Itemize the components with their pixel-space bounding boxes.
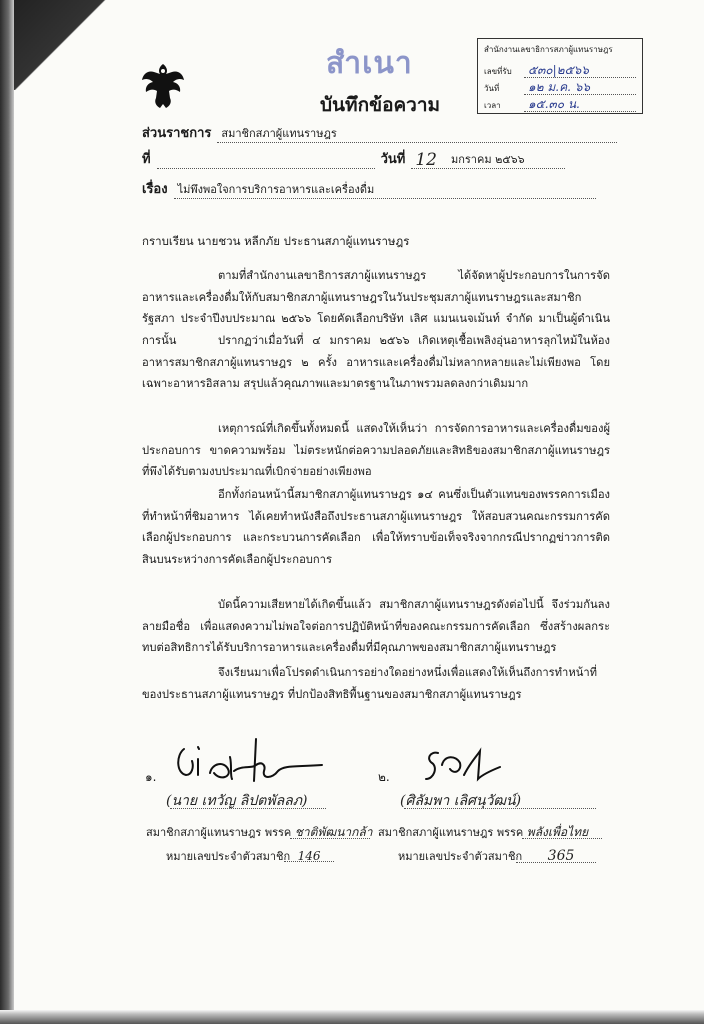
date-value bbox=[411, 150, 565, 169]
paragraph-text: ปรากฏว่าเมื่อวันที่ ๔ มกราคม ๒๕๖๖ เกิดเหตุเชื้อเพลิงอุ่นอาหารลุกไหม้ในห้องอาหารสมาชิกสภาผู้แทนราษฎร ๒ ครั้ง อาหารและเครื่องดื่มไม่หลากหลายและไม่เพียงพอ โดยเฉพาะอาหารอิสลาม สรุปแล้วคุณภาพและมาตรฐานในภาพรวมลดลงกว่าเดิมมาก bbox=[142, 334, 610, 391]
receive-date-value: ๑๒ ม.ค. ๖๖ bbox=[524, 80, 636, 95]
body-paragraph bbox=[142, 662, 610, 705]
paragraph-text: ตามที่สำนักงานเลขาธิการสภาผู้แทนราษฎร ได้จัดหาผู้ประกอบการในการจัดอาหารและเครื่องดื่มให้กับสมาชิกสภาผู้แทนราษฎรในวันประชุมสภาผู้แทนราษฎรและสมาชิกรัฐสภา ประจำปีงบประมาณ ๒๕๖๖ โดยคัดเลือกบริษัท เลิศ แมนเนจเม้นท์ จำกัด มาเป็นผู้ดำเนินการนั้น bbox=[142, 269, 610, 348]
signature-1-member-line bbox=[284, 861, 334, 862]
subject-value: ไม่พึงพอใจการบริการอาหารและเครื่องดื่ม bbox=[174, 180, 596, 199]
signature-1-member-value: 146 bbox=[297, 849, 321, 863]
signature-2-name: (ศิลัมพา เลิศนุวัฒน์) bbox=[400, 793, 522, 809]
paragraph-text: เหตุการณ์ที่เกิดขึ้นทั้งหมดนี้ แสดงให้เห็นว่า การจัดการอาหารและเครื่องดื่มของผู้ประกอบการ ขาดความพร้อม ไม่ตระหนักต่อความปลอดภัยและสิทธิของสมาชิกสภาผู้แทนราษฎร ที่พึงได้รับตามงบประมาณที่เบิกจ่ายอย่างเพียงพอ bbox=[142, 422, 610, 479]
receive-stamp-box bbox=[477, 38, 643, 114]
signature-2-name-line bbox=[404, 808, 596, 809]
body-paragraph bbox=[142, 330, 610, 395]
signature-2-member-label: หมายเลขประจำตัวสมาชิก bbox=[398, 850, 523, 863]
paragraph-text: จึงเรียนมาเพื่อโปรดดำเนินการอย่างใดอย่างหนึ่งเพื่อแสดงให้เห็นถึงการทำหน้าที่ของประธานสภาผู้แทนราษฎร ที่ปกป้องสิทธิพื้นฐานของสมาชิกสภาผู้แทนราษฎร bbox=[142, 666, 597, 701]
signature-2-party-line bbox=[522, 838, 602, 839]
signature-2-member-line bbox=[516, 862, 596, 863]
receive-time-value: ๑๕.๓๐ น. bbox=[524, 97, 636, 112]
signature-1-party-value: ชาติพัฒนากล้า bbox=[294, 825, 373, 839]
department-value: สมาชิกสภาผู้แทนราษฎร bbox=[217, 124, 617, 143]
subject-label: เรื่อง bbox=[142, 182, 168, 197]
signature-1-name-line bbox=[170, 808, 326, 809]
signature-2-member-value: 365 bbox=[547, 848, 575, 864]
salutation: กราบเรียน นายชวน หลีกภัย ประธานสภาผู้แทนราษฎร bbox=[142, 234, 410, 248]
signature-1-party-line bbox=[290, 838, 370, 839]
department-row bbox=[142, 122, 617, 143]
receive-time-label: เวลา bbox=[484, 101, 501, 110]
signature-2-number: ๒. bbox=[378, 770, 390, 784]
receive-no-row bbox=[484, 61, 636, 78]
receive-no-value: ๕๓๐|๒๕๖๖ bbox=[524, 63, 636, 78]
signature-1-name: (นาย เทวัญ ลิปตพัลลภ) bbox=[166, 793, 308, 809]
receive-office: สำนักงานเลขาธิการสภาผู้แทนราษฎร bbox=[484, 45, 613, 54]
signature-2-party-row bbox=[378, 823, 588, 842]
date-month-year: มกราคม ๒๕๖๖ bbox=[450, 153, 525, 166]
receive-date-row bbox=[484, 78, 636, 95]
scan-corner-shadow bbox=[14, 0, 124, 90]
garuda-emblem-icon bbox=[140, 62, 186, 110]
signature-1-number: ๑. bbox=[145, 770, 157, 784]
receive-date-label: วันที่ bbox=[484, 84, 500, 93]
signature-1-party-row bbox=[146, 823, 373, 842]
signature-1-member-label: หมายเลขประจำตัวสมาชิก bbox=[166, 850, 291, 863]
copy-stamp: สำเนา bbox=[326, 46, 413, 81]
signature-1-member-row bbox=[166, 847, 321, 865]
ref-date-row bbox=[142, 148, 565, 169]
department-label: ส่วนราชการ bbox=[142, 126, 212, 141]
signature-2-party-value: พลังเพื่อไทย bbox=[526, 825, 589, 839]
ref-label: ที่ bbox=[142, 152, 151, 167]
signature-1-party-label: สมาชิกสภาผู้แทนราษฎร พรรค bbox=[146, 826, 292, 839]
signature-2-handwriting bbox=[420, 745, 530, 790]
document-title: บันทึกข้อความ bbox=[320, 94, 441, 116]
paragraph-text: อีกทั้งก่อนหน้านี้สมาชิกสภาผู้แทนราษฎร ๑๔ คนซึ่งเป็นตัวแทนของพรรคการเมืองที่ทำหน้าที่ชิมอาหาร ได้เคยทำหนังสือถึงประธานสภาผู้แทนราษฎร ให้สอบสวนคณะกรรมการคัดเลือกผู้ประกอบการ และกระบวนการคัดเลือก เพื่อให้ทราบข้อเท็จจริงจากกรณีปรากฏข่าวการติดสินบนระหว่างการคัดเลือกผู้ประกอบการ bbox=[142, 488, 610, 567]
date-label: วันที่ bbox=[380, 152, 406, 167]
signature-2-party-label: สมาชิกสภาผู้แทนราษฎร พรรค bbox=[378, 826, 524, 839]
body-paragraph bbox=[142, 418, 610, 483]
subject-row bbox=[142, 178, 596, 199]
receive-no-label: เลขที่รับ bbox=[484, 67, 512, 76]
body-paragraph bbox=[142, 594, 610, 659]
date-day: 12 bbox=[415, 150, 437, 170]
ref-value bbox=[157, 154, 375, 169]
scan-edge-left bbox=[0, 0, 14, 1024]
signature-1-handwriting bbox=[172, 735, 332, 790]
body-paragraph bbox=[142, 484, 610, 571]
receive-time-row bbox=[484, 95, 636, 112]
paragraph-text: บัดนี้ความเสียหายได้เกิดขึ้นแล้ว สมาชิกสภาผู้แทนราษฎรดังต่อไปนี้ จึงร่วมกันลงลายมือชื่อ เพื่อแสดงความไม่พอใจต่อการปฏิบัติหน้าที่ของคณะกรรมการคัดเลือก ซึ่งสร้างผลกระทบต่อสิทธิการได้รับบริการอาหารและเครื่องดื่มที่มีคุณภาพของสมาชิกสภาผู้แทนราษฎร bbox=[142, 598, 610, 655]
scan-edge-bottom bbox=[0, 1010, 704, 1024]
